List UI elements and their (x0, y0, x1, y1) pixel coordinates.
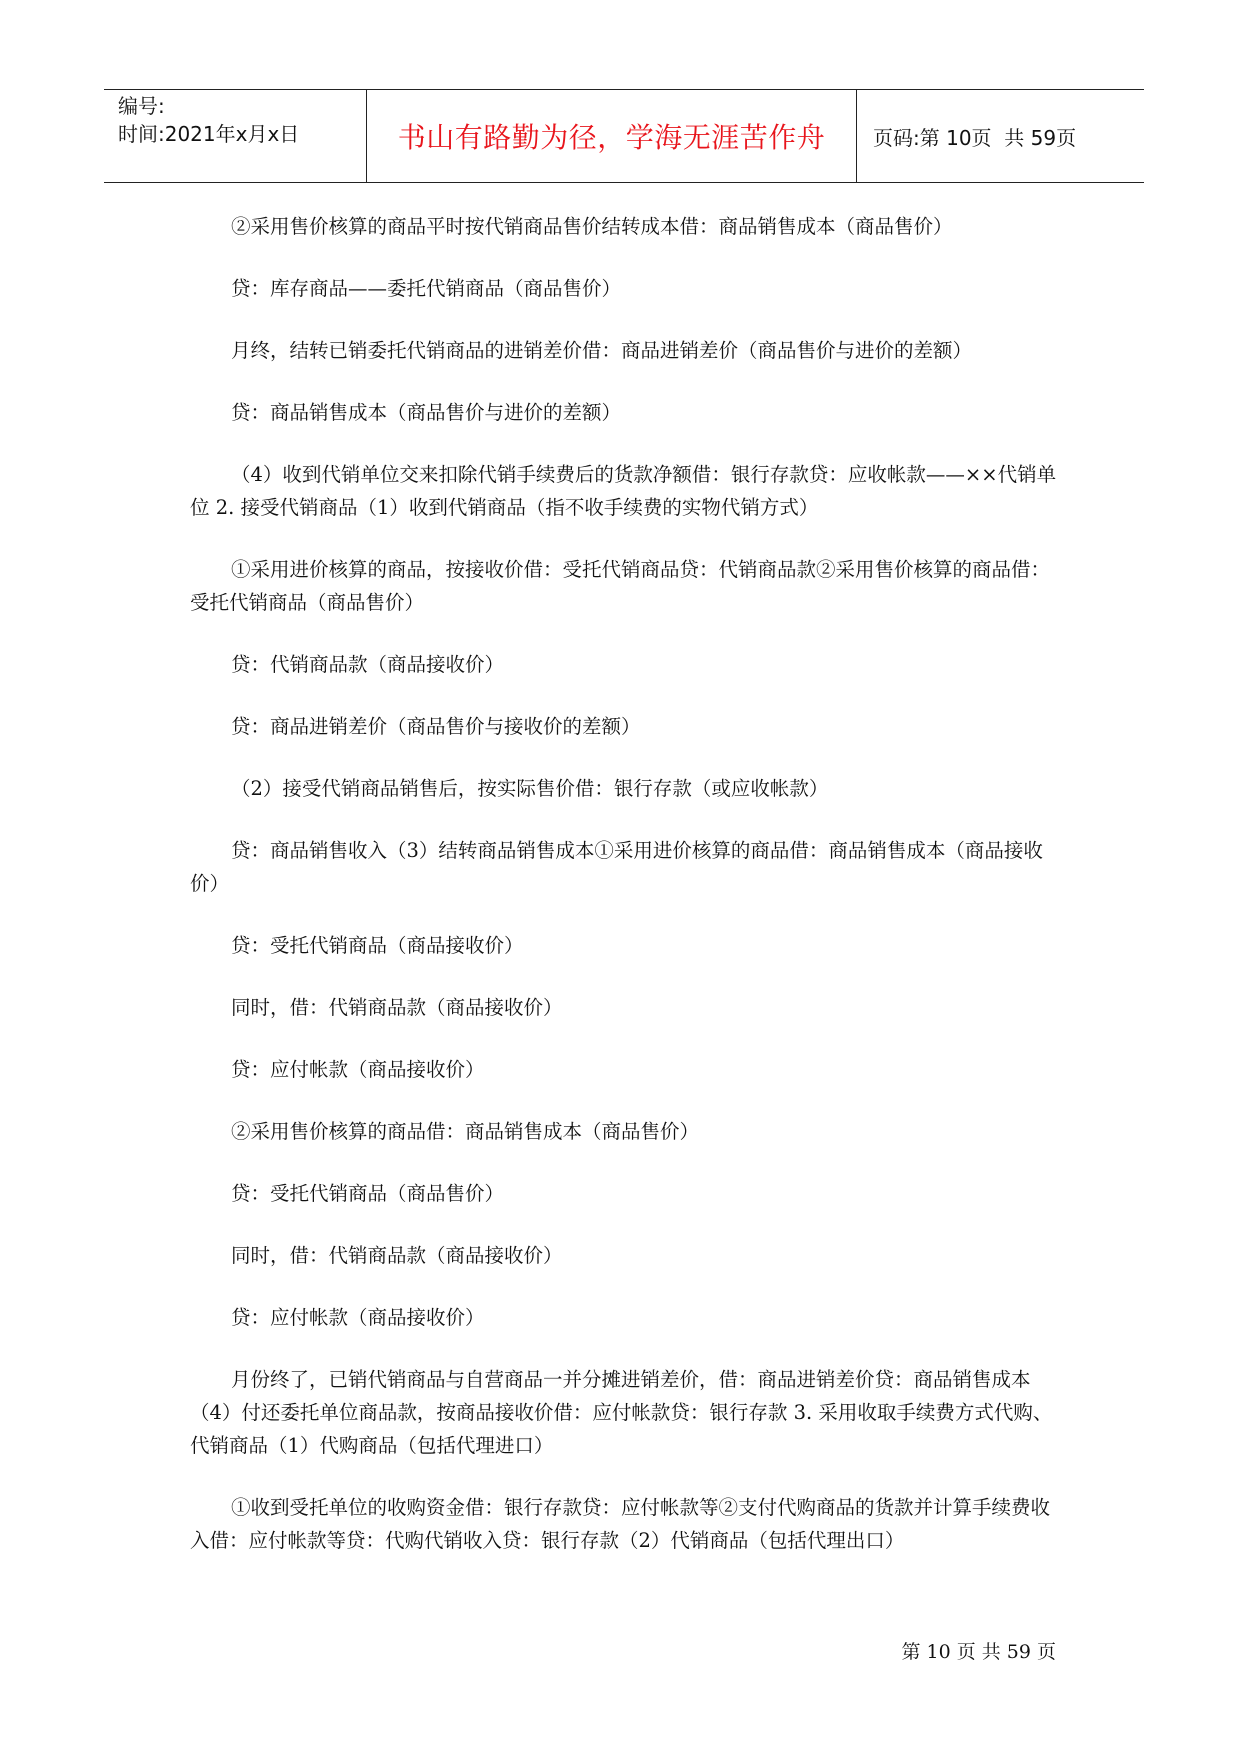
page-footer: 第 10 页 共 59 页 (901, 1641, 1056, 1663)
header-motto-cell (367, 90, 857, 182)
header-motto: 书山有路勤为径，学海无涯苦作舟 (397, 121, 826, 154)
body-content (190, 210, 1060, 1586)
paragraph: ①采用进价核算的商品，按接收价借：受托代销商品贷：代销商品款②采用售价核算的商品借：受托代销商品（商品售价） (190, 558, 1051, 614)
paragraph: 贷：代销商品款（商品接收价） (231, 653, 505, 676)
paragraph: 同时，借：代销商品款（商品接收价） (231, 996, 563, 1019)
paragraph: 贷：受托代销商品（商品接收价） (231, 934, 524, 957)
document-time-label: 时间:2021年x月x日 (118, 122, 300, 146)
paragraph: 月份终了，已销代销商品与自营商品一并分摊进销差价，借：商品进销差价贷：商品销售成本（4）付还委托单位商品款，按商品接收价借：应付帐款贷：银行存款 3. 采用收取手续费方式代购、代销商品（1）代购商品（包括代理进口） (190, 1368, 1053, 1457)
paragraph: 同时，借：代销商品款（商品接收价） (231, 1244, 563, 1267)
paragraph: （4）收到代销单位交来扣除代销手续费后的货款净额借：银行存款贷：应收帐款——××代销单位 2. 接受代销商品（1）收到代销商品（指不收手续费的实物代销方式） (190, 463, 1057, 519)
paragraph: ②采用售价核算的商品平时按代销商品售价结转成本借：商品销售成本（商品售价） (231, 215, 953, 238)
header-page-cell (857, 90, 1144, 182)
paragraph: （2）接受代销商品销售后，按实际售价借：银行存款（或应收帐款） (231, 777, 829, 800)
header-page-info: 页码:第 10页 共 59页 (873, 125, 1077, 150)
paragraph: ②采用售价核算的商品借：商品销售成本（商品售价） (231, 1120, 700, 1143)
header-meta-cell (104, 90, 367, 182)
page-header (104, 89, 1144, 183)
paragraph: 贷：应付帐款（商品接收价） (231, 1306, 485, 1329)
paragraph: 贷：商品进销差价（商品售价与接收价的差额） (231, 715, 641, 738)
document-number-label: 编号: (118, 94, 165, 118)
paragraph: 贷：商品销售成本（商品售价与进价的差额） (231, 401, 622, 424)
paragraph: 贷：商品销售收入（3）结转商品销售成本①采用进价核算的商品借：商品销售成本（商品接收价） (190, 839, 1043, 895)
paragraph: 贷：应付帐款（商品接收价） (231, 1058, 485, 1081)
paragraph: ①收到受托单位的收购资金借：银行存款贷：应付帐款等②支付代购商品的货款并计算手续费收入借：应付帐款等贷：代购代销收入贷：银行存款（2）代销商品（包括代理出口） (190, 1496, 1051, 1552)
paragraph: 贷：库存商品——委托代销商品（商品售价） (231, 277, 622, 300)
paragraph: 贷：受托代销商品（商品售价） (231, 1182, 505, 1205)
paragraph: 月终，结转已销委托代销商品的进销差价借：商品进销差价（商品售价与进价的差额） (231, 339, 973, 362)
